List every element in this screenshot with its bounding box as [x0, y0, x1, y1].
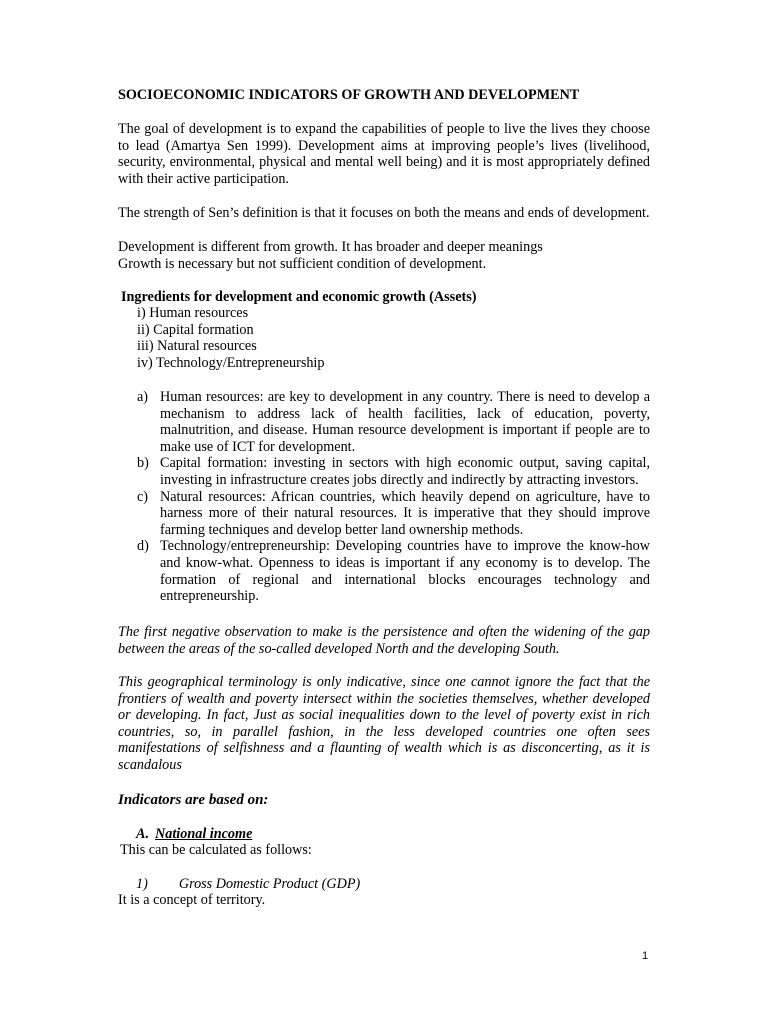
- list-item: [118, 538, 650, 604]
- intro-paragraph: The goal of development is to expand the capabilities of people to live the lives they choose to lead (Amartya Sen 1999). Development aims at improving people’s lives (livelihood, security, environmental, physical and mental well being) and it is most appropriately defined with their active participation.: [118, 121, 650, 187]
- growth-paragraph: [118, 239, 650, 272]
- list-item-text: Human resources: are key to development in any country. There is need to develop a mechanism to address lack of health facilities, lack of education, poverty, malnutrition, and disease. Human resource development is important if people are to make use of ICT for development.: [160, 389, 650, 455]
- list-item-label: d): [137, 538, 149, 555]
- list-item: iv) Technology/Entrepreneurship: [137, 354, 325, 371]
- list-item: ii) Capital formation: [137, 321, 254, 338]
- list-item: iii) Natural resources: [137, 338, 257, 355]
- details-list: [118, 389, 650, 605]
- ingredients-list: [137, 305, 669, 371]
- list-item-label: c): [137, 488, 149, 505]
- gdp-number: 1): [136, 876, 148, 892]
- ingredients-heading: Ingredients for development and economic growth (Assets): [121, 289, 477, 305]
- calc-line: This can be calculated as follows:: [120, 842, 312, 858]
- list-item: [118, 455, 650, 488]
- territory-line: It is a concept of territory.: [118, 892, 266, 908]
- list-item-label: b): [137, 455, 149, 472]
- list-item-text: Capital formation: investing in sectors with high economic output, saving capital, investing in infrastructure creates jobs directly and indirectly by attracting investors.: [160, 455, 650, 488]
- growth-line: Growth is necessary but not sufficient condition of development.: [118, 255, 487, 272]
- section-label: A.: [136, 826, 150, 842]
- page-title: SOCIOECONOMIC INDICATORS OF GROWTH AND DEVELOPMENT: [118, 87, 580, 103]
- document-page: [118, 0, 650, 1024]
- italic-paragraph: This geographical terminology is only indicative, since one cannot ignore the fact that the frontiers of wealth and poverty intersect within the societies themselves, whether developed or developing. In fact, Just as social inequalities down to the level of poverty exist in rich countries, so, in parallel fashion, in the less developed countries one often sees manifestations of selfishness and a flaunting of wealth which is as disconcerting, as it is scandalous: [118, 674, 650, 773]
- list-item-text: Natural resources: African countries, which heavily depend on agriculture, have to harness more of their natural resources. It is imperative that they should improve farming techniques and develop better land ownership methods.: [160, 488, 650, 538]
- list-item-label: a): [137, 389, 149, 405]
- sen-strength-paragraph: The strength of Sen’s definition is that it focuses on both the means and ends of development.: [118, 205, 650, 221]
- growth-line: Development is different from growth. It has broader and deeper meanings: [118, 239, 543, 255]
- section-heading: [136, 826, 668, 843]
- list-item: [118, 389, 650, 455]
- list-item: [118, 489, 650, 539]
- italic-paragraph: The first negative observation to make is the persistence and often the widening of the gap between the areas of the so-called developed North and the developing South.: [118, 624, 650, 657]
- list-item: i) Human resources: [137, 305, 249, 321]
- gdp-title: Gross Domestic Product (GDP): [178, 876, 361, 892]
- page-number: 1: [642, 950, 649, 962]
- gdp-heading: [136, 876, 668, 893]
- section-title: National income: [155, 826, 253, 842]
- list-item-text: Technology/entrepreneurship: Developing countries have to improve the know-how and know-what. Openness to ideas is important if any economy is to develop. The formation of regional and international blocks encourages technology and entrepreneurship.: [160, 538, 650, 605]
- indicators-heading: Indicators are based on:: [118, 792, 269, 808]
